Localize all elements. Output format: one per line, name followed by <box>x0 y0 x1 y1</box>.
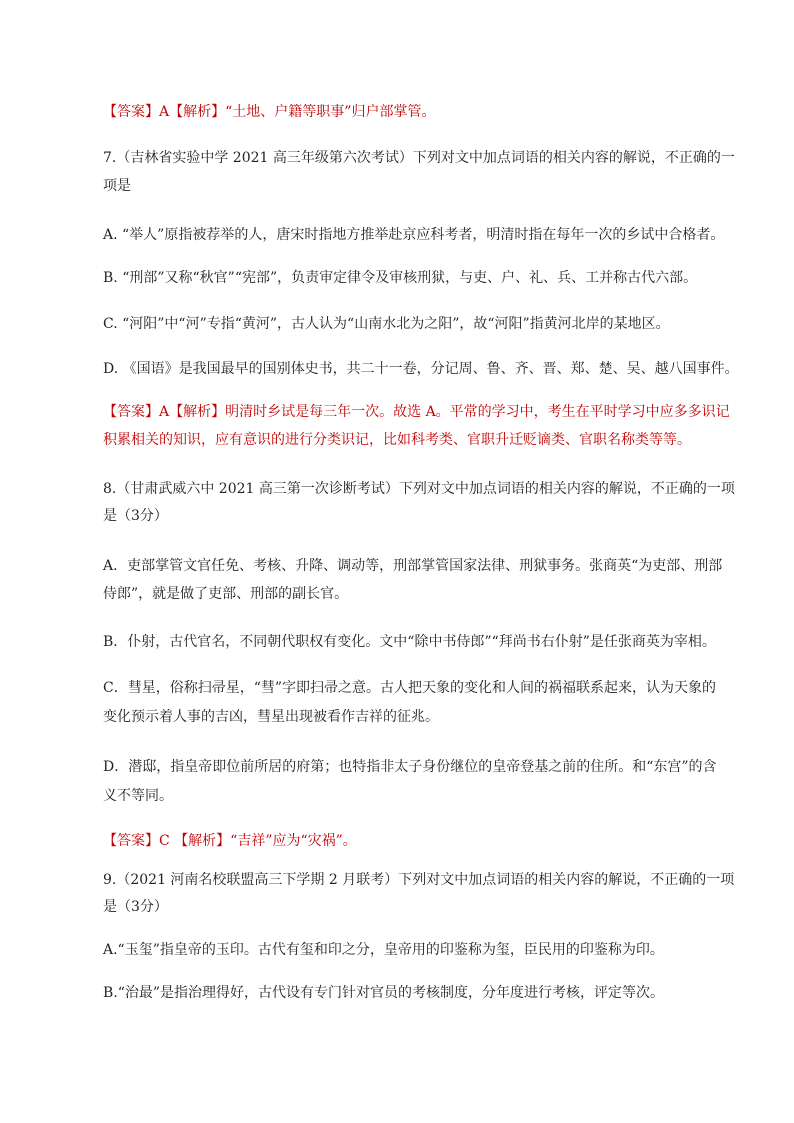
analysis-label: 【解析】 <box>169 404 226 420</box>
question-9-option-b: B.“治最”是指治理得好，古代设有专门针对官员的考核制度，分年度进行考核，评定等次。 <box>103 985 665 1001</box>
question-9-stem-line2: 是（3分） <box>103 899 168 915</box>
question-7-option-b: B. “刑部”又称“秋官”“宪部”，负责审定律令及审核刑狱，与吏、户、礼、兵、工并称古代六部。 <box>103 270 698 286</box>
question-7-option-c: C. “河阳”中“河”专指“黄河”，古人认为“山南水北为之阳”，故“河阳”指黄河北岸的某地区。 <box>103 316 670 332</box>
question-8-option-a-line2: 侍郎”，就是做了吏部、刑部的副长官。 <box>103 586 349 602</box>
question-7-option-a: A. “举人”原指被荐举的人，唐宋时指地方推举赴京应科考者，明清时指在每年一次的乡试中合格者。 <box>103 227 725 243</box>
analysis-text: “吉祥”应为“灾祸”。 <box>230 833 357 849</box>
answer-value: C <box>159 833 170 849</box>
answer-label: 【答案】 <box>103 104 159 120</box>
answer-line-2 <box>103 402 730 422</box>
analysis-text: 明清时乡试是每三年一次。故选 A。平常的学习中，考生在平时学习中应多多识记 <box>225 404 730 420</box>
question-7-stem-line1: 7.（吉林省实验中学 2021 高三年级第六次考试）下列对文中加点词语的相关内容的解说，不正确的一 <box>103 150 735 166</box>
question-8-stem-line2: 是（3分） <box>103 508 168 524</box>
question-8-option-b: B．仆射，古代官名，不同朝代职权有变化。文中“除中书侍郎”“拜尚书右仆射”是任张商英为宰相。 <box>103 634 716 650</box>
answer-line-1 <box>103 102 435 122</box>
question-8-option-a-line1: A．吏部掌管文官任免、考核、升降、调动等，刑部掌管国家法律、刑狱事务。张商英“为吏部、刑部 <box>103 558 723 574</box>
question-7-stem-line2: 项是 <box>103 178 131 194</box>
answer-value: A <box>159 104 170 120</box>
answer-line-2-continued: 积累相关的知识，应有意识的进行分类识记，比如科考类、官职升迁贬谪类、官职名称类等等。 <box>103 432 691 448</box>
question-8-option-c-line2: 变化预示着人事的吉凶，彗星出现被看作吉祥的征兆。 <box>103 709 439 725</box>
analysis-text: “土地、户籍等职事”归户部掌管。 <box>225 104 436 120</box>
question-8-stem-line1: 8.（甘肃武威六中 2021 高三第一次诊断考试）下列对文中加点词语的相关内容的解说，不正确的一项 <box>103 481 735 497</box>
answer-label: 【答案】 <box>103 404 159 420</box>
question-9-stem-line1: 9.（2021 河南名校联盟高三下学期 2 月联考）下列对文中加点词语的相关内容的解说，不正确的一项 <box>103 872 735 888</box>
question-9-option-a: A.“玉玺”指皇帝的玉印。古代有玺和印之分，皇帝用的印鉴称为玺，臣民用的印鉴称为印。 <box>103 942 664 958</box>
question-7-option-d: D. 《国语》是我国最早的国别体史书，共二十一卷，分记周、鲁、齐、晋、郑、楚、吴、越八国事件。 <box>103 361 739 377</box>
question-8-option-d-line1: D．潜邸，指皇帝即位前所居的府第；也特指非太子身份继位的皇帝登基之前的住所。和“东宫”的含 <box>103 759 717 775</box>
analysis-label: 【解析】 <box>169 104 226 120</box>
analysis-label: 【解析】 <box>174 833 231 849</box>
question-8-option-d-line2: 义不等同。 <box>103 788 173 804</box>
answer-line-3 <box>103 831 357 851</box>
answer-value: A <box>159 404 170 420</box>
question-8-option-c-line1: C．彗星，俗称扫帚星，“彗”字即扫帚之意。古人把天象的变化和人间的祸福联系起来，认为天象的 <box>103 680 717 696</box>
answer-label: 【答案】 <box>103 833 159 849</box>
